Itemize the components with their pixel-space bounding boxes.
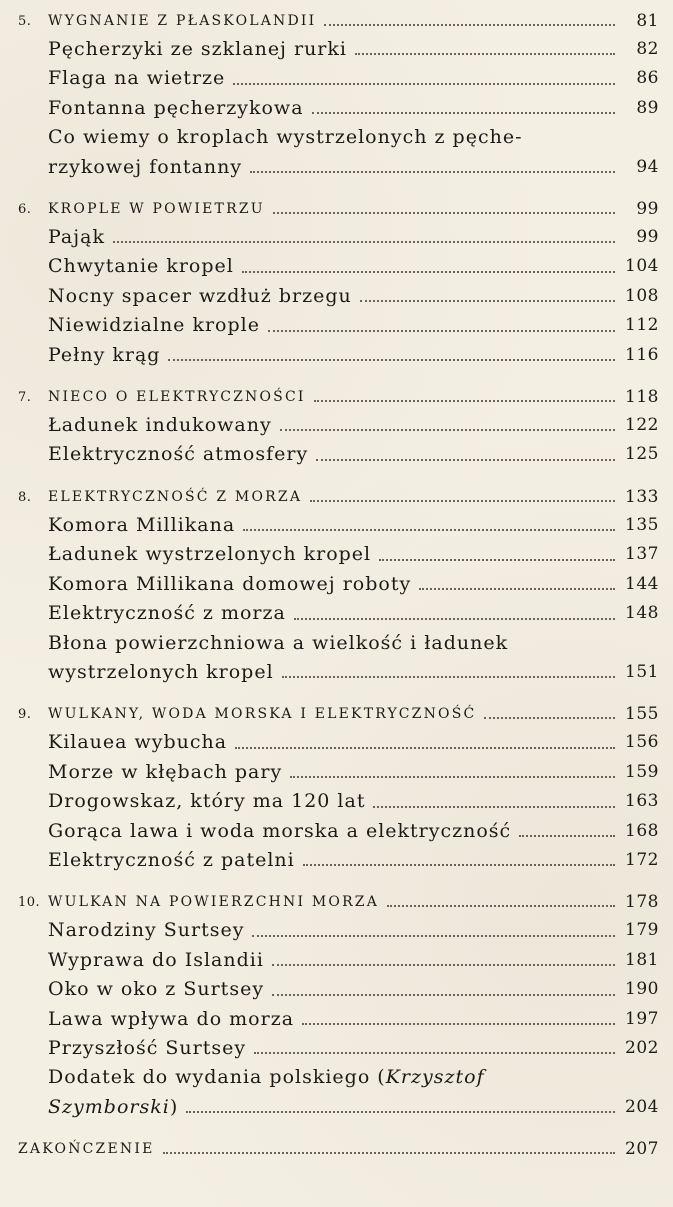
entry-label: Komora Millikana — [48, 513, 236, 536]
dot-leader — [273, 212, 615, 214]
chapter-heading[interactable] — [18, 889, 659, 916]
entry-label: Elektryczność z morza — [48, 602, 286, 625]
entry-label: Flaga na wietrze — [48, 67, 226, 90]
chapter-title: WULKANY, WODA MORSKA I ELEKTRYCZNOŚĆ — [48, 706, 477, 723]
dot-leader — [310, 500, 615, 502]
page-number: 204 — [625, 1096, 659, 1117]
toc-entry[interactable] — [18, 975, 659, 1004]
page-number: 108 — [625, 285, 659, 306]
page-number: 99 — [636, 227, 659, 248]
dot-leader — [360, 300, 615, 302]
chapter-5 — [18, 8, 659, 182]
toc-entry[interactable] — [18, 411, 659, 440]
dot-leader — [280, 429, 615, 431]
page-number: 81 — [636, 11, 659, 31]
toc-entry[interactable] — [18, 311, 659, 340]
page-number: 122 — [625, 415, 659, 436]
toc-entry[interactable] — [18, 440, 659, 469]
chapter-number: 6. — [18, 202, 32, 218]
closing-title: ZAKOŃCZENIE — [18, 1141, 155, 1158]
page-number: 163 — [625, 791, 659, 812]
page-number: 94 — [636, 156, 659, 177]
entry-label: Przyszłość Surtsey — [48, 1036, 247, 1059]
dot-leader — [168, 359, 615, 361]
toc-entry[interactable] — [18, 570, 659, 599]
dot-leader — [282, 676, 615, 678]
dot-leader — [242, 271, 615, 273]
entry-label: Komora Millikana domowej roboty — [48, 572, 412, 595]
page-number: 99 — [636, 199, 659, 220]
entry-label: Pęcherzyki ze szklanej rurki — [48, 38, 347, 60]
page-number: 135 — [625, 514, 659, 535]
page-number: 190 — [625, 979, 659, 1000]
dot-leader — [254, 1052, 615, 1054]
page-number: 89 — [636, 97, 659, 118]
page-number: 172 — [625, 849, 659, 870]
chapter-number: 7. — [18, 390, 32, 406]
toc-entry[interactable] — [18, 629, 659, 688]
entry-label: Elektryczność z patelni — [48, 848, 295, 871]
page-number: 82 — [636, 39, 659, 59]
entry-label: Morze w kłębach pary — [48, 760, 283, 783]
closing-section — [18, 1136, 659, 1163]
toc-entry[interactable] — [18, 123, 659, 182]
chapter-heading[interactable] — [18, 384, 659, 411]
page-number: 144 — [625, 573, 659, 594]
toc-entry[interactable] — [18, 540, 659, 569]
toc-entry[interactable] — [18, 946, 659, 975]
dot-leader — [163, 1152, 615, 1154]
dot-leader — [290, 776, 615, 778]
toc-entry[interactable] — [18, 1063, 659, 1122]
chapter-number: 5. — [18, 14, 32, 29]
chapter-heading[interactable] — [18, 196, 659, 223]
toc-entry[interactable] — [18, 728, 659, 757]
page-number: 179 — [625, 920, 659, 941]
dot-leader — [379, 559, 615, 561]
chapter-10 — [18, 889, 659, 1122]
entry-label-line1 — [48, 1063, 659, 1092]
dot-leader — [355, 53, 615, 55]
chapter-number: 10. — [18, 895, 41, 911]
dot-leader — [268, 330, 615, 332]
entry-label-line1: Co wiemy o kroplach wystrzelonych z pęche- — [48, 126, 523, 149]
page-number: 133 — [625, 486, 659, 507]
page-number: 155 — [625, 704, 659, 725]
entry-label: Fontanna pęcherzykowa — [48, 96, 304, 119]
chapter-title: WYGNANIE Z PŁASKOLANDII — [48, 13, 317, 29]
dot-leader — [387, 905, 615, 907]
dot-leader — [235, 747, 615, 749]
entry-author-surname: Szymborski — [48, 1095, 170, 1118]
dot-leader — [316, 459, 615, 461]
entry-label: Elektryczność atmosfery — [48, 443, 309, 466]
chapter-heading[interactable] — [18, 484, 659, 511]
toc-entry[interactable] — [18, 94, 659, 123]
toc-entry[interactable] — [18, 64, 659, 93]
dot-leader — [233, 83, 615, 85]
toc-entry[interactable] — [18, 758, 659, 787]
page-number: 112 — [625, 315, 659, 336]
page-number: 86 — [636, 68, 659, 89]
page-number: 178 — [625, 892, 659, 913]
page-number: 137 — [625, 544, 659, 565]
page-number: 151 — [625, 661, 659, 682]
toc-entry[interactable] — [18, 1005, 659, 1034]
page-number: 118 — [625, 387, 659, 408]
chapter-title: KROPLE W POWIETRZU — [48, 201, 265, 218]
toc-entry[interactable] — [18, 252, 659, 281]
entry-label: Wyprawa do Islandii — [48, 948, 264, 971]
chapter-number: 8. — [18, 489, 32, 505]
chapter-heading[interactable] — [18, 701, 659, 728]
toc-entry[interactable] — [18, 1034, 659, 1063]
entry-label: Drogowskaz, który ma 120 lat — [48, 790, 366, 813]
dot-leader — [484, 717, 615, 719]
entry-label: Pełny krąg — [48, 343, 161, 366]
page-number: 181 — [625, 949, 659, 970]
entry-label: wystrzelonych kropel — [48, 660, 274, 683]
entry-label: Pająk — [48, 226, 105, 249]
chapter-number: 9. — [18, 707, 32, 723]
page-number: 125 — [625, 444, 659, 465]
dot-leader — [113, 241, 615, 243]
page-number: 104 — [625, 256, 659, 277]
toc-entry[interactable] — [18, 511, 659, 540]
page-number: 156 — [625, 732, 659, 753]
chapter-6 — [18, 196, 659, 370]
dot-leader — [519, 835, 615, 837]
toc-entry[interactable] — [18, 817, 659, 846]
toc-entry[interactable] — [18, 846, 659, 875]
toc-entry[interactable] — [18, 282, 659, 311]
entry-label-line1-text: Dodatek do wydania polskiego ( — [48, 1066, 386, 1089]
toc-entry[interactable] — [18, 787, 659, 816]
entry-label: Ładunek wystrzelonych kropel — [48, 543, 372, 566]
toc-entry[interactable] — [18, 223, 659, 252]
dot-leader — [250, 171, 615, 173]
entry-label: Oko w oko z Surtsey — [48, 978, 265, 1001]
page-number: 168 — [625, 820, 659, 841]
entry-label-line1: Błona powierzchniowa a wielkość i ładunek — [48, 631, 509, 654]
chapter-8 — [18, 484, 659, 687]
entry-label: Narodziny Surtsey — [48, 919, 245, 942]
entry-label: Kilauea wybucha — [48, 731, 228, 754]
dot-leader — [302, 1023, 615, 1025]
chapter-heading[interactable] — [18, 8, 659, 35]
chapter-title: WULKAN NA POWIERZCHNI MORZA — [48, 894, 380, 911]
entry-label: Chwytanie kropel — [48, 255, 234, 278]
toc-entry[interactable] — [18, 599, 659, 628]
dot-leader — [314, 400, 615, 402]
toc-entry[interactable] — [18, 35, 659, 64]
chapter-7 — [18, 384, 659, 470]
toc-entry[interactable] — [18, 916, 659, 945]
entry-label — [48, 1093, 178, 1122]
entry-author-name: Krzysztof — [385, 1066, 485, 1089]
entry-label: Nocny spacer wzdłuż brzegu — [48, 284, 352, 307]
dot-leader — [419, 588, 615, 590]
dot-leader — [324, 24, 615, 26]
page-number: 148 — [625, 603, 659, 624]
page-number: 159 — [625, 761, 659, 782]
page-number: 197 — [625, 1008, 659, 1029]
dot-leader — [303, 864, 615, 866]
entry-label: Ładunek indukowany — [48, 414, 272, 437]
page-number: 202 — [625, 1037, 659, 1058]
dot-leader — [186, 1111, 615, 1113]
dot-leader — [312, 112, 615, 114]
chapter-9 — [18, 701, 659, 875]
chapter-title: NIECO O ELEKTRYCZNOŚCI — [48, 389, 306, 406]
entry-label: rzykowej fontanny — [48, 155, 243, 178]
dot-leader — [294, 618, 615, 620]
page-number: 207 — [625, 1139, 659, 1160]
dot-leader — [272, 994, 615, 996]
dot-leader — [272, 964, 615, 966]
dot-leader — [373, 806, 615, 808]
closing-heading[interactable] — [18, 1136, 659, 1163]
entry-label-suffix: ) — [169, 1095, 179, 1118]
chapter-title: ELEKTRYCZNOŚĆ Z MORZA — [48, 488, 303, 505]
dot-leader — [243, 529, 615, 531]
dot-leader — [252, 935, 615, 937]
entry-label: Lawa wpływa do morza — [48, 1007, 295, 1030]
page-number: 116 — [625, 344, 659, 365]
entry-label: Niewidzialne krople — [48, 314, 260, 337]
entry-label: Gorąca lawa i woda morska a elektryczność — [48, 819, 512, 842]
toc-entry[interactable] — [18, 341, 659, 370]
